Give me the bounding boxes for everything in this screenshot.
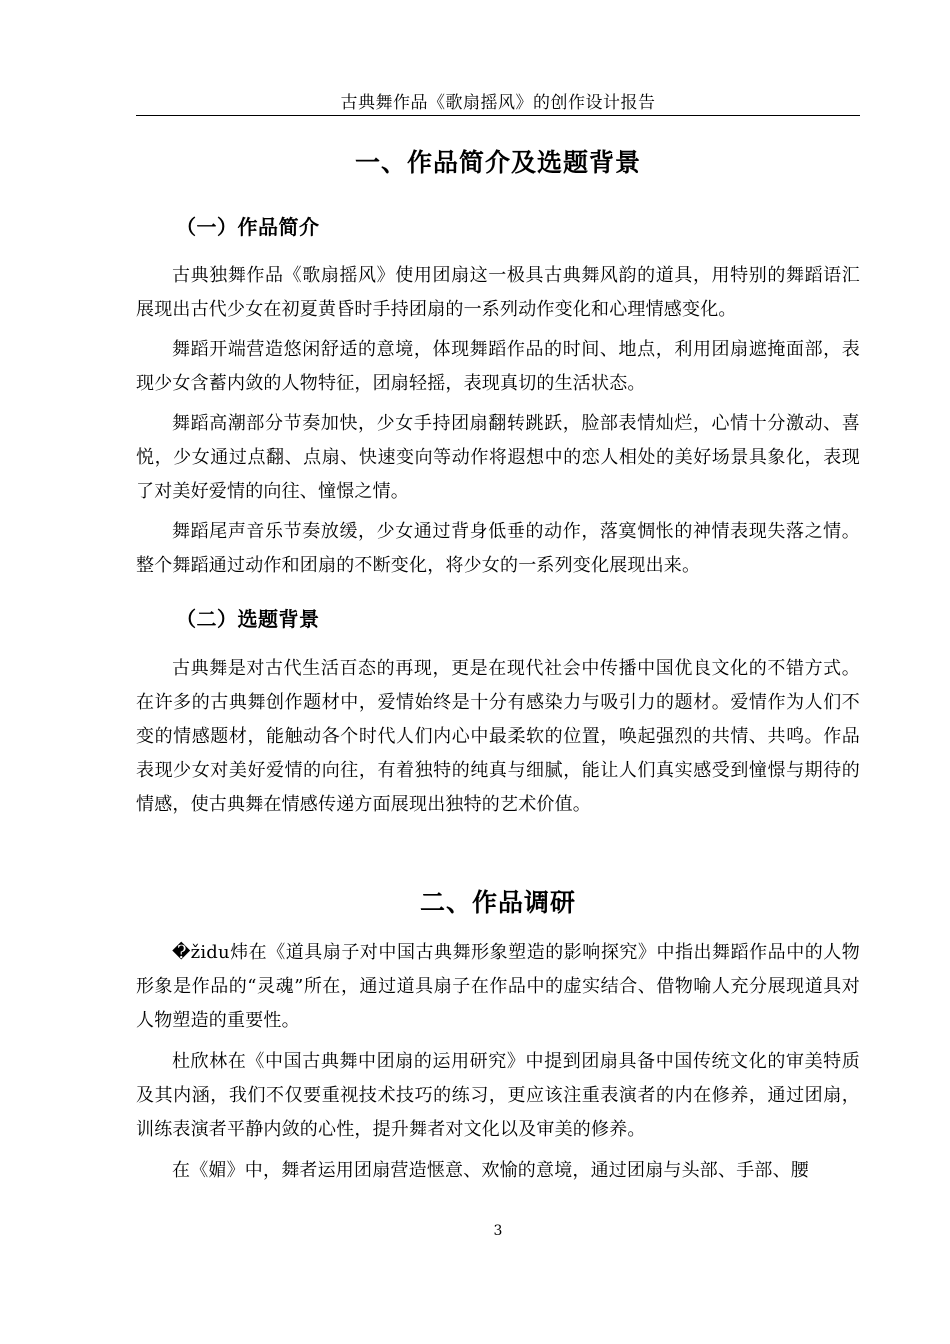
paragraph: 古典舞是对古代生活百态的再现，更是在现代社会中传播中国优良文化的不错方式。在许多的古典舞创作题材中，爱情始终是十分有感染力与吸引力的题材。爱情作为人们不变的情感题材，能触动各个时代人们内心中最柔软的位置，唤起强烈的共情、共鸣。作品表现少女对美好爱情的向往，有着独特的纯真与细腻，能让人们真实感受到憧憬与期待的情感，使古典舞在情感传递方面展现出独特的艺术价值。: [136, 658, 860, 815]
paragraph: �židu炜在《道具扇子对中国古典舞形象塑造的影响探究》中指出舞蹈作品中的人物形象是作品的“灵魂”所在，通过道具扇子在作品中的虚实结合、借物喻人充分展现道具对人物塑造的重要性。: [136, 942, 860, 1031]
paragraph: 舞蹈高潮部分节奏加快，少女手持团扇翻转跳跃，脸部表情灿烂，心情十分激动、喜悦，少女通过点翻、点扇、快速变向等动作将遐想中的恋人相处的美好场景具象化，表现了对美好爱情的向往、憧憬之情。: [136, 413, 860, 502]
chapter-title-2: 二、作品调研: [419, 888, 576, 917]
chapter-title-1: 一、作品简介及选题背景: [354, 148, 641, 177]
paragraph: 舞蹈开端营造悠闲舒适的意境，体现舞蹈作品的时间、地点，利用团扇遮掩面部，表现少女含蓄内敛的人物特征，团扇轻摇，表现真切的生活状态。: [136, 339, 860, 394]
page-number: 3: [493, 1223, 503, 1239]
paragraph: 在《媚》中，舞者运用团扇营造惬意、欢愉的意境，通过团扇与头部、手部、腰: [172, 1160, 809, 1181]
paragraph: 古典独舞作品《歌扇摇风》使用团扇这一极具古典舞风韵的道具，用特别的舞蹈语汇展现出古代少女在初夏黄昏时手持团扇的一系列动作变化和心理情感变化。: [136, 265, 860, 320]
section-title-background: （二）选题背景: [176, 607, 320, 631]
header-divider: [136, 115, 860, 116]
paragraph: 杜欣林在《中国古典舞中团扇的运用研究》中提到团扇具备中国传统文化的审美特质及其内涵，我们不仅要重视技术技巧的练习，更应该注重表演者的内在修养，通过团扇，训练表演者平静内敛的心性，提升舞者对文化以及审美的修养。: [136, 1051, 860, 1140]
running-header: 古典舞作品《歌扇摇风》的创作设计报告: [340, 93, 656, 113]
section-title-intro: （一）作品简介: [176, 215, 320, 239]
paragraph: 舞蹈尾声音乐节奏放缓，少女通过背身低垂的动作，落寞惆怅的神情表现失落之情。整个舞蹈通过动作和团扇的不断变化，将少女的一系列变化展现出来。: [136, 521, 860, 576]
